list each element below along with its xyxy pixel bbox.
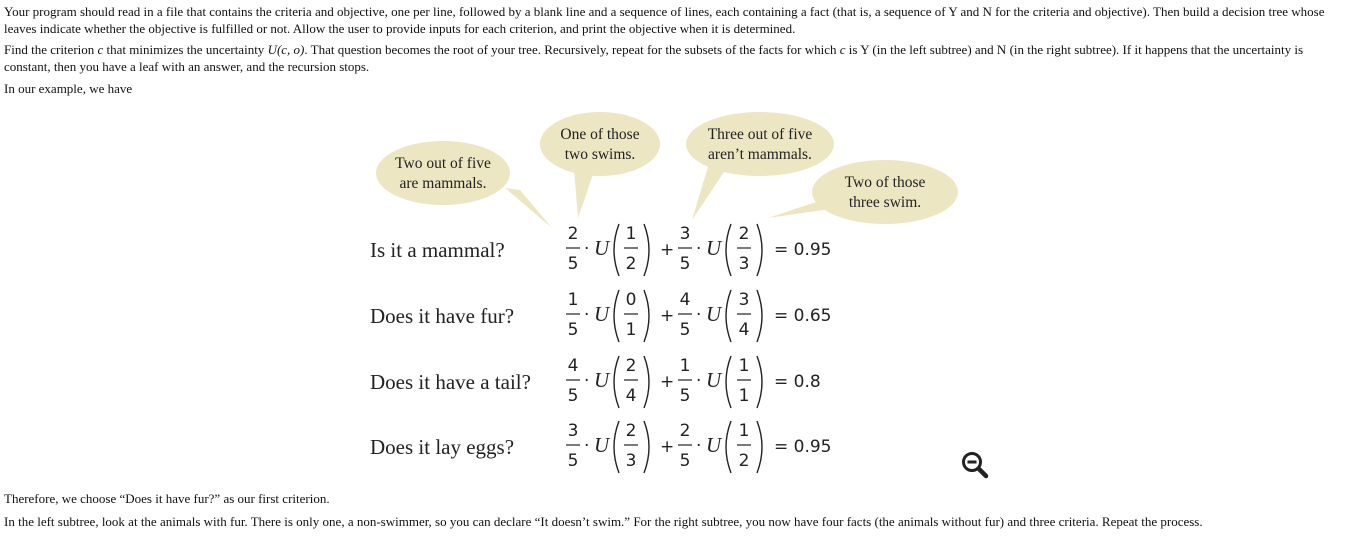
argument-1-denominator: 3 (625, 451, 637, 471)
dot-operator: · (696, 436, 702, 456)
formula-eggs (560, 419, 840, 475)
right-paren (757, 224, 762, 276)
subtree-paragraph: In the left subtree, look at the animals with fur. There is only one, a non-swimmer, so you can declare “It doesn’t swim.” For the right subtree, you now have four facts (the animals without fur) and three criteria. Repeat the process. (4, 514, 1203, 529)
argument-2-denominator: 4 (738, 320, 750, 340)
speech-bubble: Two of those three swim. (812, 160, 958, 224)
right-paren (644, 421, 649, 473)
formula-result: = 0.65 (774, 306, 832, 326)
argument-2-numerator: 1 (738, 356, 750, 376)
formula-result: = 0.95 (774, 437, 832, 457)
plus-operator: + (660, 437, 675, 457)
speech-bubble: One of those two swims. (540, 112, 660, 176)
question-eggs: Does it lay eggs? (370, 435, 515, 459)
weight-2-numerator: 1 (679, 356, 691, 376)
argument-1-numerator: 2 (625, 421, 637, 441)
argument-1-numerator: 1 (625, 224, 637, 244)
question-tail: Does it have a tail? (370, 370, 531, 394)
argument-1-numerator: 0 (625, 290, 637, 310)
uncertainty-function: U (706, 302, 722, 326)
weight-2-numerator: 2 (679, 421, 691, 441)
criterion-paragraph: Find the criterion c that minimizes the uncertainty U(c, o). That question becomes the root of your tree. Recursively, repeat for the subsets of the facts for which c is Y (in the left subtree) and N (in the right subtree). If it happens that the uncertainty is constant, then you have a leaf with an answer, and the recursion stops. (4, 42, 1304, 74)
weight-2-numerator: 4 (679, 290, 691, 310)
uncertainty-figure (0, 110, 1350, 490)
weight-2-denominator: 5 (679, 254, 691, 274)
weight-1-numerator: 2 (567, 224, 579, 244)
weight-1-denominator: 5 (567, 451, 579, 471)
argument-2-numerator: 2 (738, 224, 750, 244)
right-paren (757, 290, 762, 342)
weight-2-denominator: 5 (679, 451, 691, 471)
formula-fur (560, 288, 840, 344)
speech-bubble: Two out of five are mammals. (376, 141, 510, 205)
weight-1-denominator: 5 (567, 320, 579, 340)
left-paren (726, 356, 731, 408)
weight-2-denominator: 5 (679, 320, 691, 340)
left-paren (614, 224, 619, 276)
plus-operator: + (660, 372, 675, 392)
dot-operator: · (584, 371, 590, 391)
question-mammal: Is it a mammal? (370, 238, 505, 262)
formula-result: = 0.8 (774, 372, 821, 392)
example-intro: In our example, we have (4, 81, 133, 96)
question-fur: Does it have fur? (370, 304, 515, 328)
formula-mammal (560, 222, 840, 278)
uncertainty-function: U (706, 236, 722, 260)
dot-operator: · (696, 305, 702, 325)
weight-1-numerator: 4 (567, 356, 579, 376)
argument-2-denominator: 3 (738, 254, 750, 274)
weight-1-numerator: 1 (567, 290, 579, 310)
right-paren (644, 356, 649, 408)
bubble-tail (505, 188, 552, 228)
speech-bubble: Three out of five aren’t mammals. (686, 112, 834, 176)
argument-2-numerator: 1 (738, 421, 750, 441)
dot-operator: · (696, 371, 702, 391)
dot-operator: · (696, 239, 702, 259)
weight-2-denominator: 5 (679, 386, 691, 406)
argument-2-denominator: 2 (738, 451, 750, 471)
uncertainty-function: U (706, 433, 722, 457)
conclusion-paragraph: Therefore, we choose “Does it have fur?” as our first criterion. (4, 491, 330, 506)
argument-1-denominator: 1 (625, 320, 637, 340)
intro-paragraph: Your program should read in a file that contains the criteria and objective, one per line, followed by a blank line and a sequence of lines, each containing a fact (that is, a sequence of Y and N for the criteria and objective). Then build a decision tree whose leaves indicate whether the objective is fulfilled or not. Allow the user to provide inputs for each criterion, and print the objective when it is determined. (4, 4, 1325, 36)
left-paren (726, 421, 731, 473)
weight-2-numerator: 3 (679, 224, 691, 244)
argument-2-numerator: 3 (738, 290, 750, 310)
right-paren (757, 421, 762, 473)
left-paren (614, 290, 619, 342)
right-paren (644, 224, 649, 276)
dot-operator: · (584, 305, 590, 325)
zoom-out-icon[interactable] (960, 450, 990, 480)
formula-tail (560, 354, 840, 410)
formula-result: = 0.95 (774, 240, 832, 260)
left-paren (726, 290, 731, 342)
plus-operator: + (660, 240, 675, 260)
weight-1-denominator: 5 (567, 254, 579, 274)
argument-1-denominator: 2 (625, 254, 637, 274)
weight-1-denominator: 5 (567, 386, 579, 406)
plus-operator: + (660, 306, 675, 326)
left-paren (614, 356, 619, 408)
argument-2-denominator: 1 (738, 386, 750, 406)
argument-1-numerator: 2 (625, 356, 637, 376)
dot-operator: · (584, 436, 590, 456)
uncertainty-function: U (594, 236, 610, 260)
weight-1-numerator: 3 (567, 421, 579, 441)
uncertainty-function: U (706, 368, 722, 392)
dot-operator: · (584, 239, 590, 259)
right-paren (757, 356, 762, 408)
left-paren (614, 421, 619, 473)
left-paren (726, 224, 731, 276)
right-paren (644, 290, 649, 342)
uncertainty-function: U (594, 433, 610, 457)
uncertainty-function: U (594, 302, 610, 326)
uncertainty-function: U (594, 368, 610, 392)
argument-1-denominator: 4 (625, 386, 637, 406)
